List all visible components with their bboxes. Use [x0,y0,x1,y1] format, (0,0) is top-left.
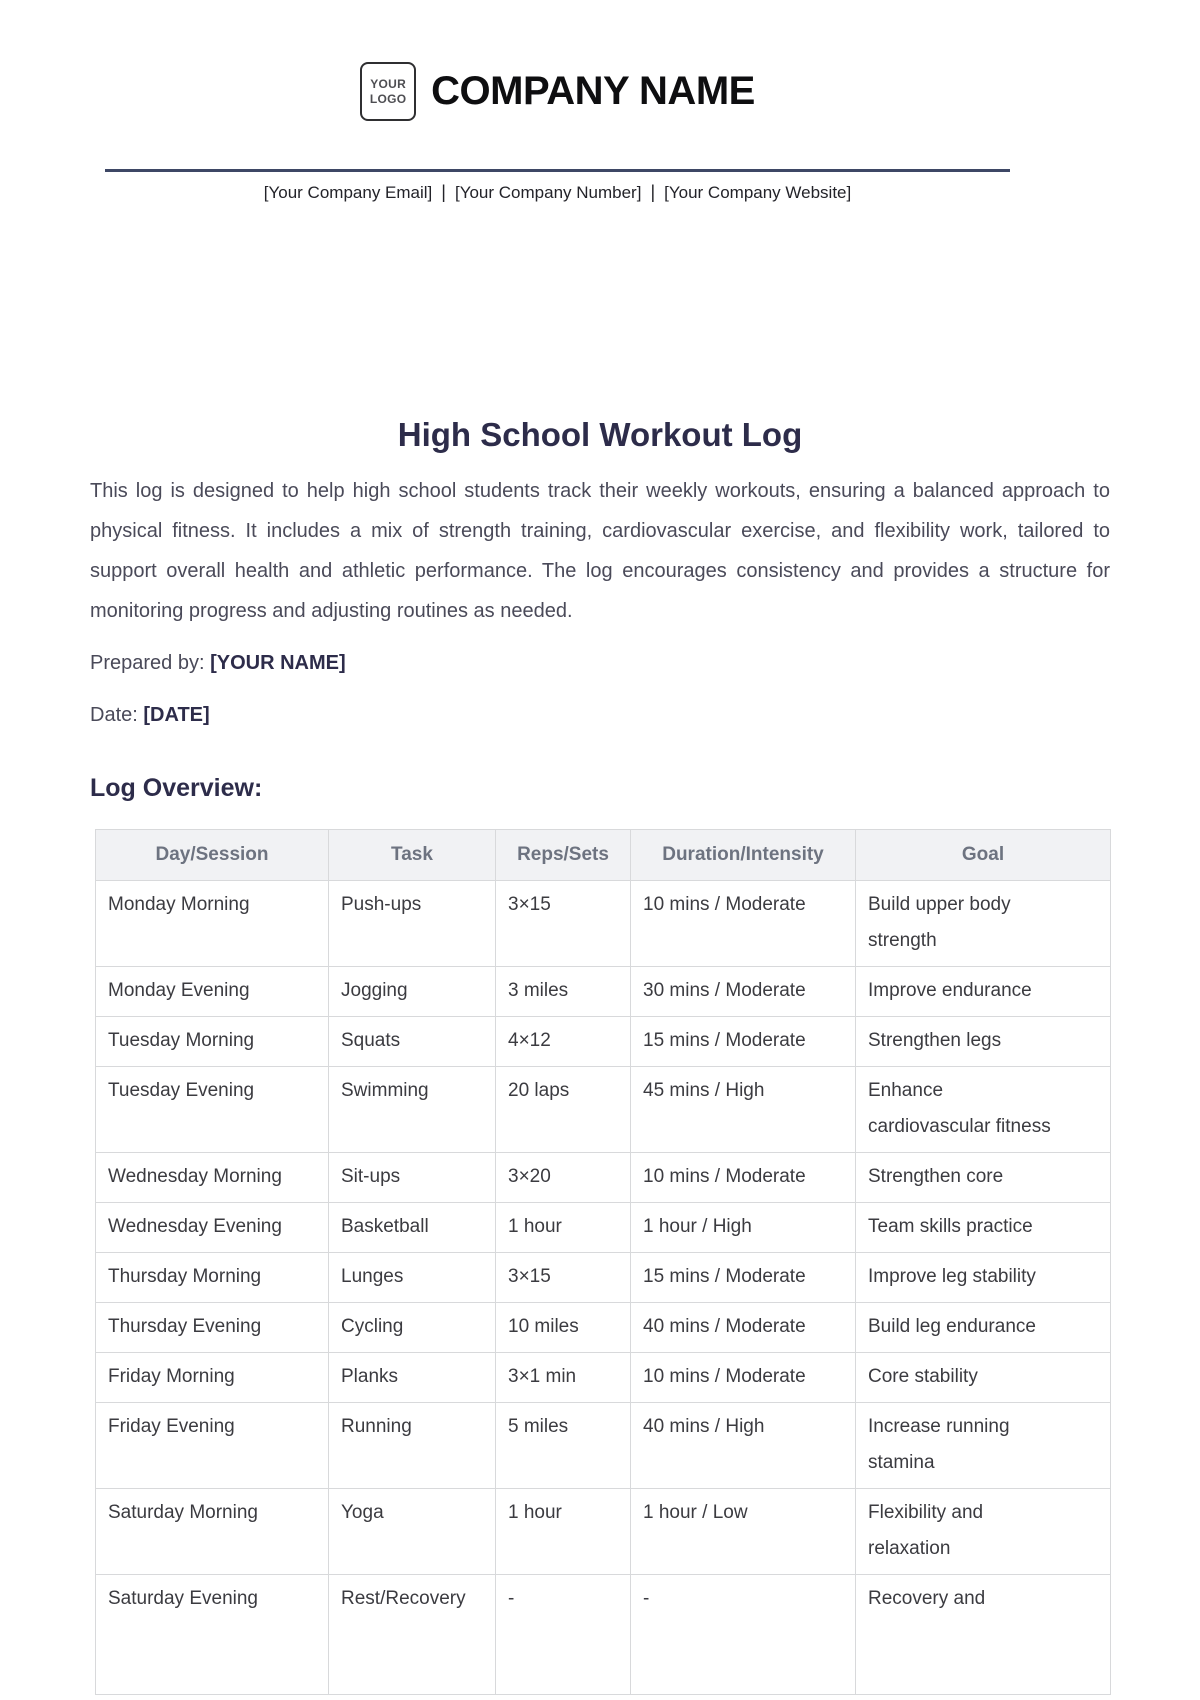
table-row [96,1403,1111,1489]
table-cell: - [631,1575,856,1695]
table-cell: Rest/Recovery [329,1575,496,1695]
table-cell: Wednesday Evening [96,1203,329,1253]
table-cell: Build upper body strength [856,881,1111,967]
table-cell: Tuesday Evening [96,1067,329,1153]
document-description: This log is designed to help high school students track their weekly workouts, ensuring a balanced approach to physical fitness. It includes a mix of strength training, cardiovascular exercise, and flexibility work, tailored to support overall health and athletic performance. The log encourages consistency and provides a structure for monitoring progress and adjusting routines as needed. [90,480,1110,622]
date-value: [DATE] [143,704,210,726]
table-cell: Improve endurance [856,967,1111,1017]
workout-table [95,829,1111,1695]
table-cell: 15 mins / Moderate [631,1253,856,1303]
table-cell: Monday Morning [96,881,329,967]
table-cell: 1 hour / Low [631,1489,856,1575]
table-cell: Increase running stamina [856,1403,1111,1489]
table-cell: 1 hour / High [631,1203,856,1253]
date-label: Date: [90,704,138,726]
table-cell: Swimming [329,1067,496,1153]
contact-separator: | [441,182,446,202]
company-logo-placeholder [360,62,416,121]
company-website-placeholder: [Your Company Website] [664,183,852,202]
table-cell: Squats [329,1017,496,1067]
table-cell: 30 mins / Moderate [631,967,856,1017]
table-cell: 20 laps [496,1067,631,1153]
table-cell: 5 miles [496,1403,631,1489]
table-cell: Enhance cardiovascular fitness [856,1067,1111,1153]
contact-separator: | [650,182,656,202]
table-cell: Sit-ups [329,1153,496,1203]
workout-table-body [96,881,1111,1695]
table-row [96,1575,1111,1695]
table-cell: 40 mins / Moderate [631,1303,856,1353]
table-cell: 15 mins / Moderate [631,1017,856,1067]
table-cell: 3×1 min [496,1353,631,1403]
table-cell: Wednesday Morning [96,1153,329,1203]
table-row [96,1153,1111,1203]
table-cell: Saturday Morning [96,1489,329,1575]
table-cell: 3×20 [496,1153,631,1203]
logo-text: YOUR LOGO [369,76,407,106]
table-cell: Jogging [329,967,496,1017]
table-row [96,1303,1111,1353]
table-cell: Team skills practice [856,1203,1111,1253]
column-header: Day/Session [96,830,329,881]
column-header: Reps/Sets [496,830,631,881]
table-cell: - [496,1575,631,1695]
table-cell: Planks [329,1353,496,1403]
table-row [96,881,1111,967]
table-cell: 4×12 [496,1017,631,1067]
table-header-row [96,830,1111,881]
document-body [90,415,1110,1695]
table-cell: Core stability [856,1353,1111,1403]
column-header: Duration/Intensity [631,830,856,881]
table-cell: Build leg endurance [856,1303,1111,1353]
table-cell: 3 miles [496,967,631,1017]
table-cell: Recovery and [856,1575,1111,1695]
table-cell: 10 mins / Moderate [631,881,856,967]
table-cell: 3×15 [496,881,631,967]
table-cell: 3×15 [496,1253,631,1303]
table-cell: Yoga [329,1489,496,1575]
column-header: Goal [856,830,1111,881]
section-heading: Log Overview: [90,774,263,802]
table-cell: Thursday Morning [96,1253,329,1303]
table-cell: Friday Morning [96,1353,329,1403]
table-cell: Push-ups [329,881,496,967]
date-line [90,695,1110,735]
table-cell: Strengthen core [856,1153,1111,1203]
table-cell: Tuesday Morning [96,1017,329,1067]
table-row [96,1253,1111,1303]
table-row [96,1353,1111,1403]
page-header [105,0,1010,203]
table-cell: 1 hour [496,1203,631,1253]
contact-line [105,182,1010,203]
workout-table-head [96,830,1111,881]
table-cell: Thursday Evening [96,1303,329,1353]
table-row [96,967,1111,1017]
table-row [96,1017,1111,1067]
table-row [96,1489,1111,1575]
table-cell: Improve leg stability [856,1253,1111,1303]
prepared-by-line [90,643,1110,683]
company-email-placeholder: [Your Company Email] [263,183,433,202]
table-cell: 10 miles [496,1303,631,1353]
prepared-by-label: Prepared by: [90,652,205,674]
table-cell: Friday Evening [96,1403,329,1489]
table-cell: Saturday Evening [96,1575,329,1695]
company-name: COMPANY NAME [431,69,755,113]
table-row [96,1203,1111,1253]
table-cell: Cycling [329,1303,496,1353]
table-cell: Monday Evening [96,967,329,1017]
table-row [96,1067,1111,1153]
prepared-by-value: [YOUR NAME] [210,652,346,674]
table-cell: Flexibility and relaxation [856,1489,1111,1575]
header-divider [105,169,1010,172]
table-cell: 40 mins / High [631,1403,856,1489]
table-cell: 10 mins / Moderate [631,1353,856,1403]
table-cell: Strengthen legs [856,1017,1111,1067]
company-number-placeholder: [Your Company Number] [454,183,642,202]
column-header: Task [329,830,496,881]
table-cell: Basketball [329,1203,496,1253]
table-cell: Lunges [329,1253,496,1303]
page-title: High School Workout Log [397,416,803,453]
table-cell: 10 mins / Moderate [631,1153,856,1203]
table-cell: 1 hour [496,1489,631,1575]
table-cell: 45 mins / High [631,1067,856,1153]
table-cell: Running [329,1403,496,1489]
brand-block [105,62,1010,121]
